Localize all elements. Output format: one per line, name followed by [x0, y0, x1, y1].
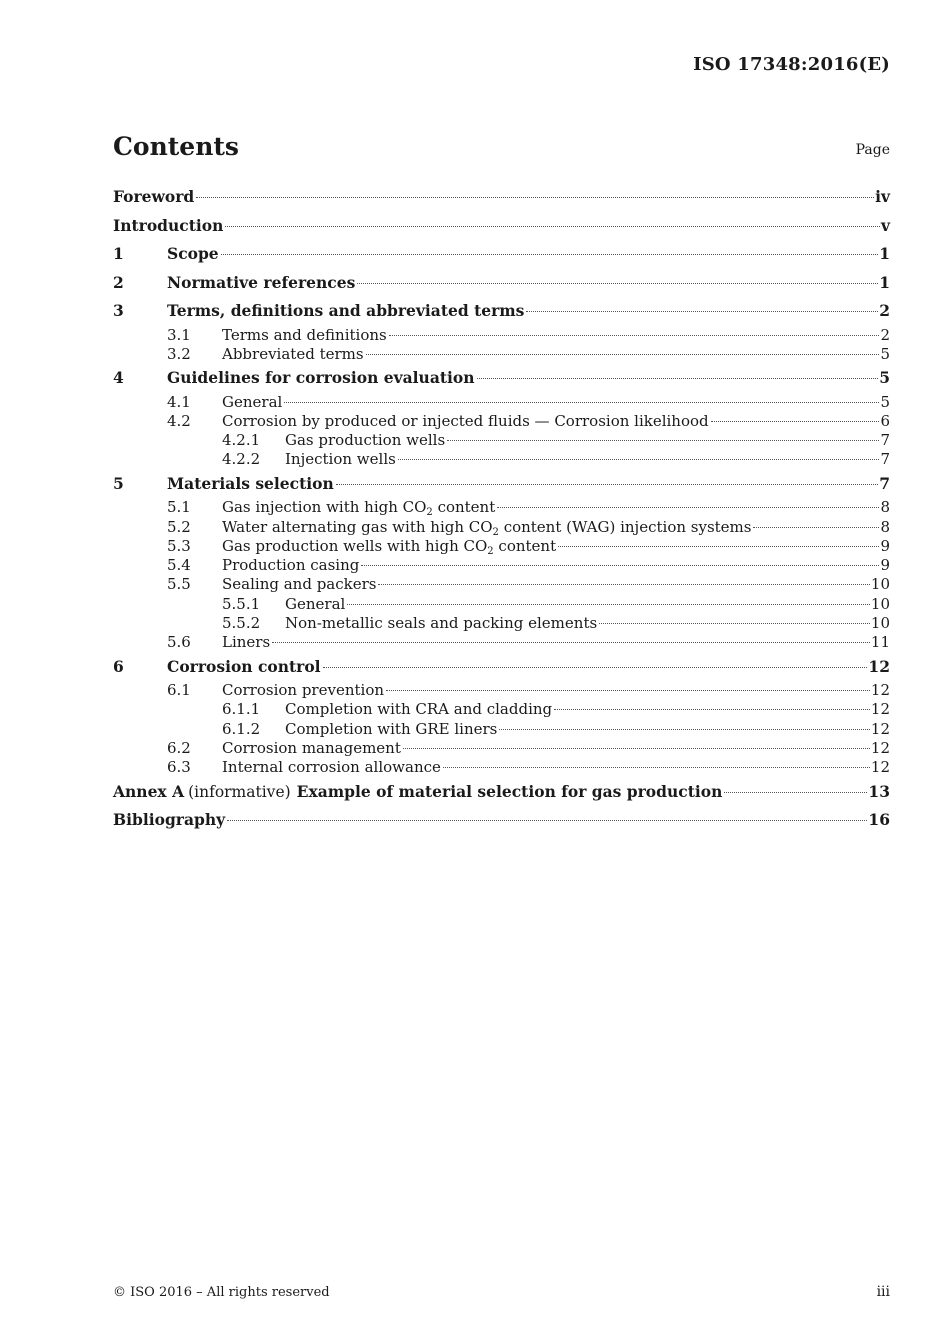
- toc-entry-5-5-2[interactable]: 5.5.2 Non-metallic seals and packing elements 10: [222, 614, 890, 633]
- toc-entry-5-1[interactable]: 5.1 Gas injection with high $CO_2$ content 8: [167, 498, 890, 519]
- table-of-contents: [113, 183, 890, 835]
- toc-entry-4-2-2[interactable]: 4.2.2 Injection wells 7: [222, 450, 890, 469]
- toc-entry-4-1[interactable]: 4.1 General 5: [167, 392, 890, 411]
- contents-title: Contents: [113, 132, 240, 161]
- toc-entry-4[interactable]: 4 Guidelines for corrosion evaluation 5: [113, 368, 890, 388]
- toc-entry-3[interactable]: 3 Terms, definitions and abbreviated terms 2: [113, 301, 890, 320]
- toc-entry-4-2-1[interactable]: 4.2.1 Gas production wells 7: [222, 431, 890, 450]
- toc-entry-6-2[interactable]: 6.2 Corrosion management 12: [167, 739, 890, 758]
- toc-entry-6-1-1[interactable]: 6.1.1 Completion with CRA and cladding 12: [222, 700, 890, 719]
- toc-entry-5-4[interactable]: 5.4 Production casing 9: [167, 556, 890, 575]
- doc-id: ISO 17348:2016(E): [693, 54, 890, 75]
- toc-entry-5[interactable]: 5 Materials selection 7: [113, 473, 890, 493]
- toc-entry-6-1-2[interactable]: 6.1.2 Completion with GRE liners 12: [222, 719, 890, 738]
- page-number: iii: [876, 1284, 890, 1300]
- toc-entry-5-6[interactable]: 5.6 Liners 11: [167, 633, 890, 652]
- toc-entry-6[interactable]: 6 Corrosion control 12: [113, 656, 890, 676]
- toc-entry-annex-a[interactable]: Annex A (informative) Example of material selection for gas production 13: [113, 781, 890, 801]
- toc-entry-2[interactable]: 2 Normative references 1: [113, 272, 890, 292]
- toc-entry-1[interactable]: 1 Scope 1: [113, 244, 890, 263]
- toc-entry-5-2[interactable]: 5.2 Water alternating gas with high $CO_2$ content (WAG) injection systems 8: [167, 517, 890, 538]
- toc-entry-foreword[interactable]: Foreword iv: [113, 187, 890, 206]
- toc-entry-6-1[interactable]: 6.1 Corrosion prevention 12: [167, 681, 890, 700]
- page-column-label: Page: [855, 142, 890, 158]
- toc-entry-3-1[interactable]: 3.1 Terms and definitions 2: [167, 325, 890, 344]
- copyright-notice: © ISO 2016 – All rights reserved: [113, 1285, 330, 1300]
- toc-entry-5-3[interactable]: 5.3 Gas production wells with high $CO_2$ content 9: [167, 536, 890, 557]
- toc-entry-6-3[interactable]: 6.3 Internal corrosion allowance 12: [167, 758, 890, 777]
- toc-entry-5-5-1[interactable]: 5.5.1 General 10: [222, 594, 890, 613]
- toc-entry-5-5[interactable]: 5.5 Sealing and packers 10: [167, 575, 890, 594]
- toc-entry-4-2[interactable]: 4.2 Corrosion by produced or injected fluids — Corrosion likelihood 6: [167, 411, 890, 430]
- toc-entry-bibliography[interactable]: Bibliography 16: [113, 810, 890, 830]
- toc-entry-introduction[interactable]: Introduction v: [113, 215, 890, 235]
- toc-entry-3-2[interactable]: 3.2 Abbreviated terms 5: [167, 344, 890, 363]
